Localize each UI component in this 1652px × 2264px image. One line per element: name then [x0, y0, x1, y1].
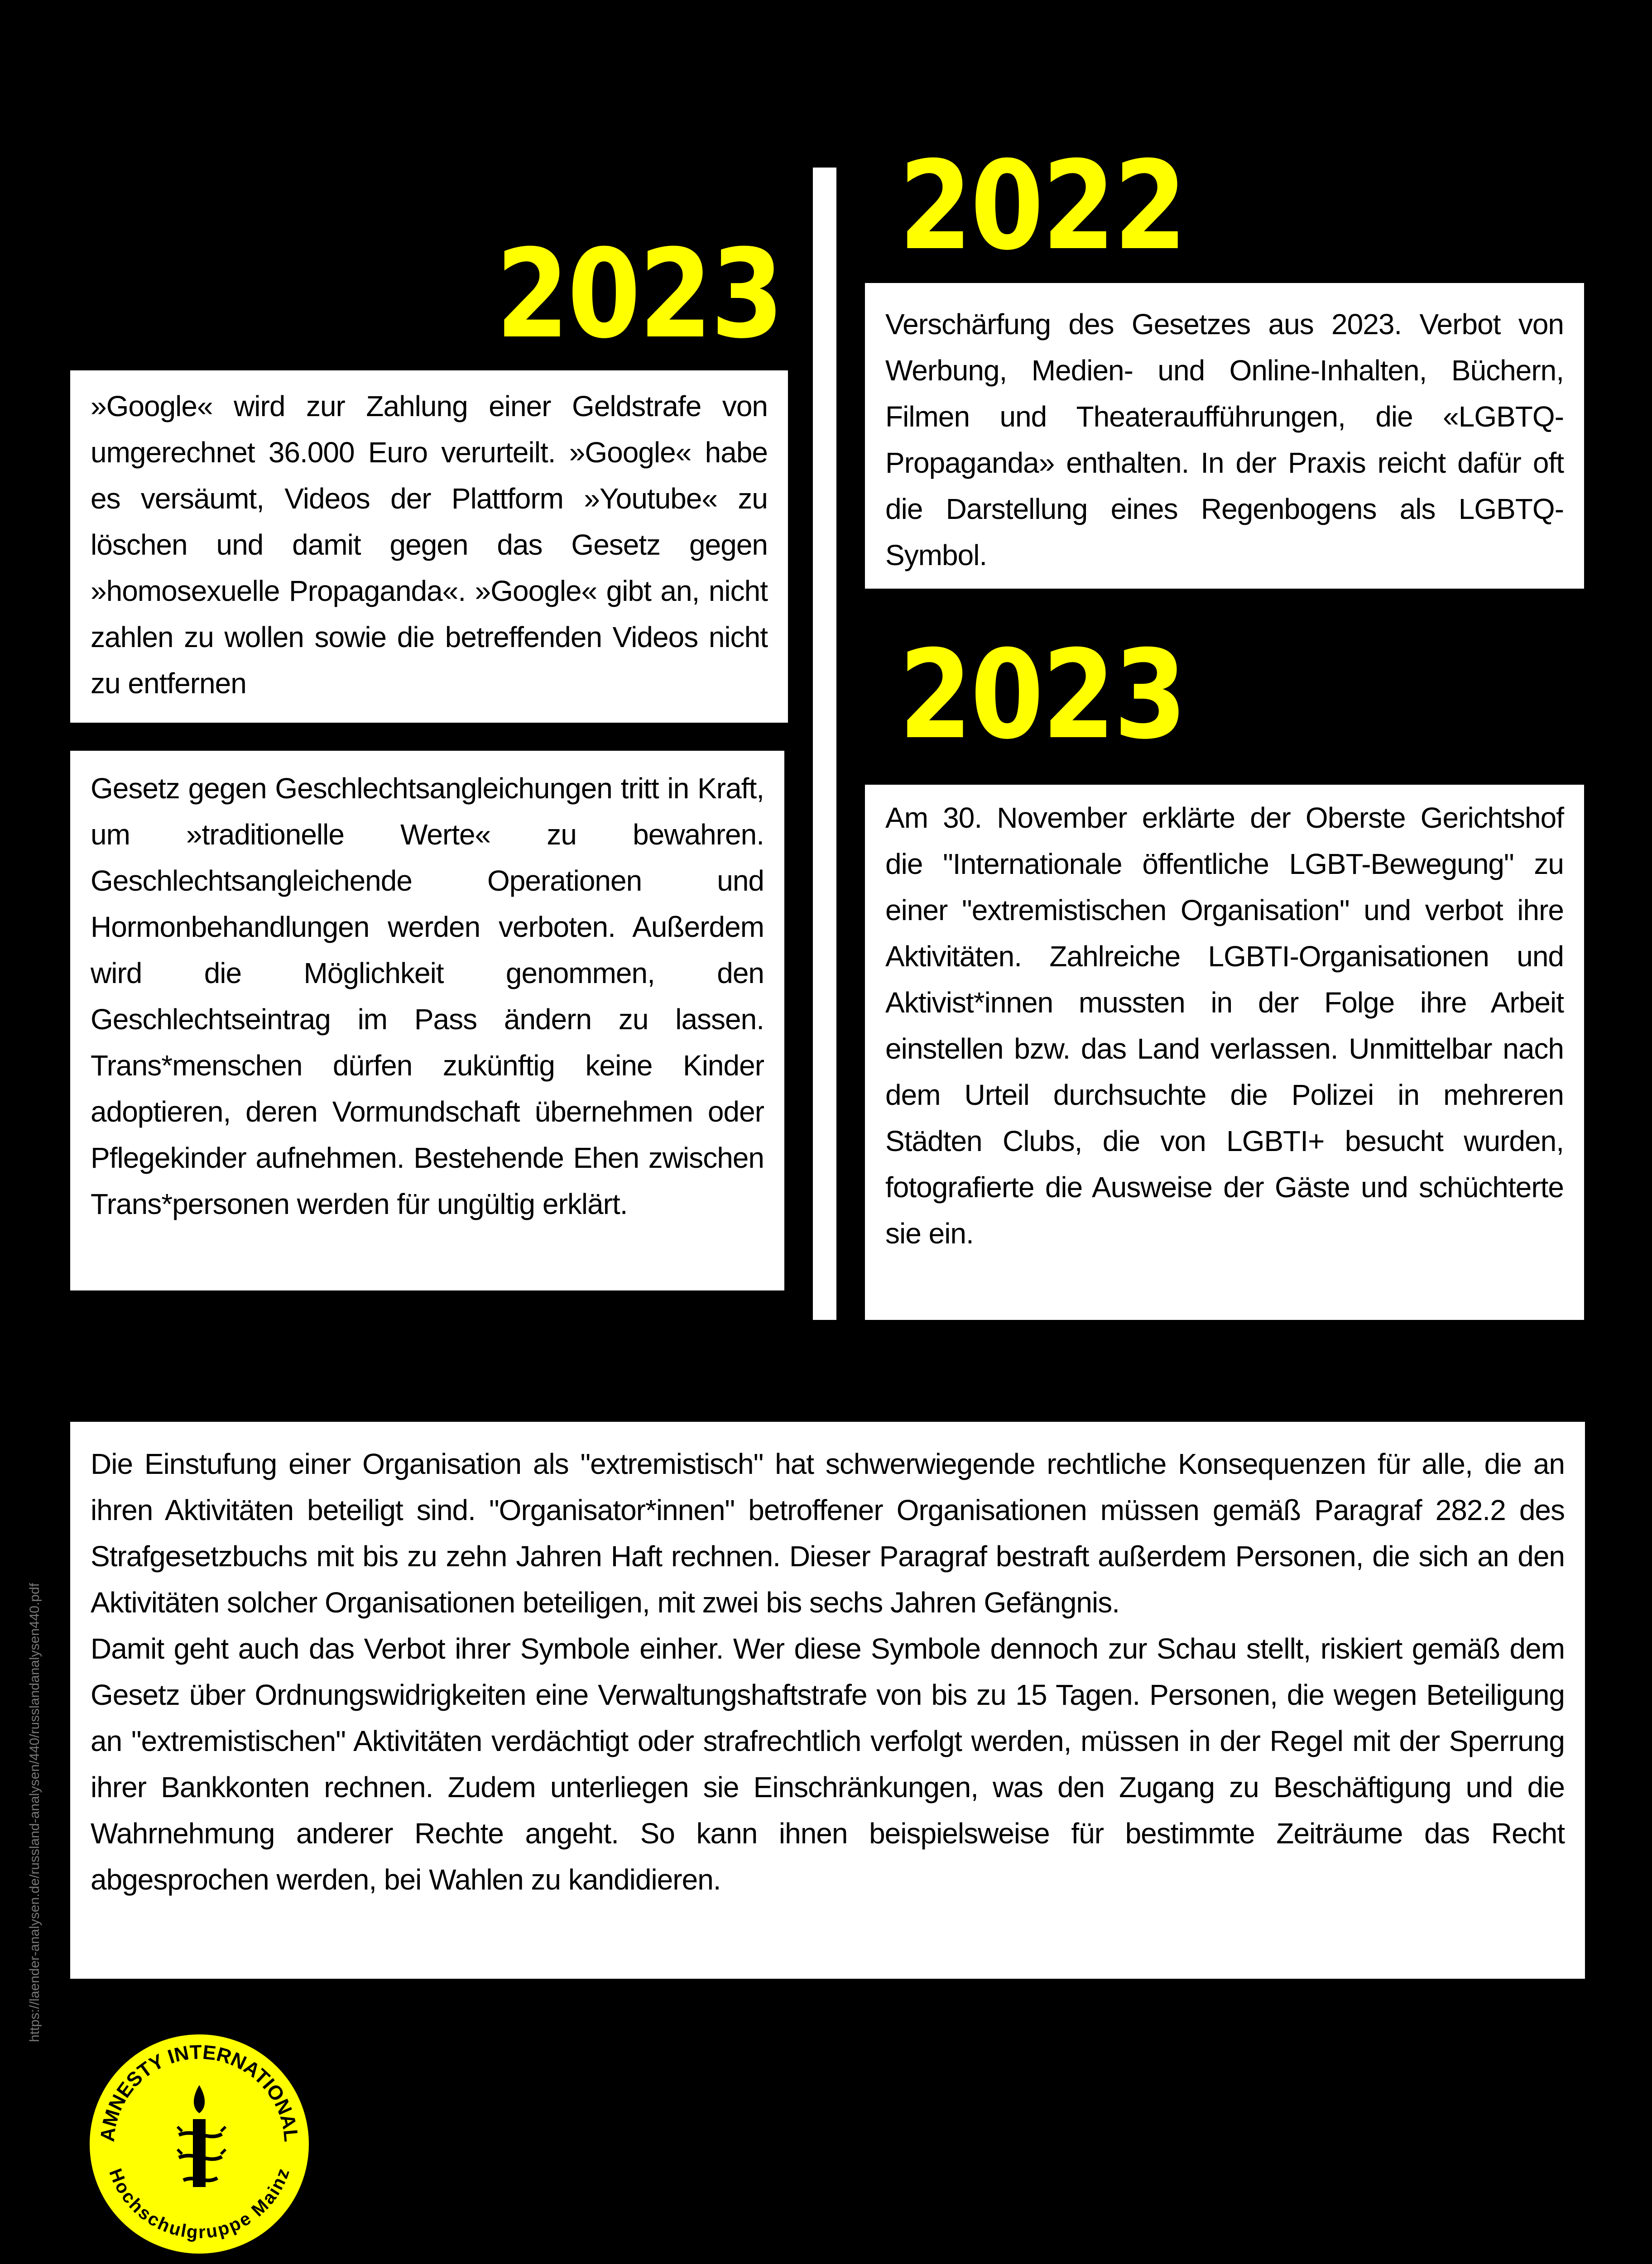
year-heading-left-2023: 2023: [496, 223, 783, 365]
timeline-divider: [813, 168, 836, 1320]
logo-bottom-text: Hochschulgruppe Mainz: [105, 2166, 293, 2243]
law-2022-text: Verschärfung des Gesetzes aus 2023. Verbot von Werbung, Medien- und Online-Inhalten, Büchern, Filmen und Theateraufführungen, die «LGBTQ-Propaganda» enthalten. In der Praxis reicht dafür oft die Darstellung eines Regenbogens als LGBTQ-Symbol.: [885, 308, 1564, 571]
source-url: https://laender-analysen.de/russland-analysen/440/russlandanalysen440.pdf: [27, 1583, 42, 2042]
google-fine-text: »Google« wird zur Zahlung einer Geldstrafe von umgerechnet 36.000 Euro verurteilt. »Google« habe es versäumt, Videos der Plattform »Youtube« zu löschen und damit gegen das Gesetz gegen »homosexuelle Propaganda«. »Google« gibt an, nicht zahlen zu wollen sowie die betreffenden Videos nicht zu entfernen: [91, 390, 768, 700]
consequences-paragraph-2: Damit geht auch das Verbot ihrer Symbole einher. Wer diese Symbole dennoch zur Schau stellt, riskiert gemäß dem Gesetz über Ordnungswidrigkeiten eine Verwaltungshaftstrafe von bis zu 15 Tagen. Personen, die wegen Beteiligung an "extremistischen" Aktivitäten verdächtigt oder strafrechtlich verfolgt werden, müssen in der Regel mit der Sperrung ihrer Bankkonten rechnen. Zudem unterliegen sie Einschränkungen, was den Zugang zu Beschäftigung und die Wahrnehmung anderer Rechte angeht. So kann ihnen beispielsweise für bestimmte Zeiträume das Recht abgesprochen werden, bei Wahlen zu kandidieren.: [91, 1632, 1565, 1896]
amnesty-logo: [86, 2031, 312, 2257]
text-box-court-2023: [865, 785, 1584, 1320]
gender-law-text: Gesetz gegen Geschlechtsangleichungen tritt in Kraft, um »traditionelle Werte« zu bewahren. Geschlechtsangleichende Operationen und Hormonbehandlungen werden verboten. Außerdem wird die Möglichkeit genommen, den Geschlechtseintrag im Pass ändern zu lassen. Trans*menschen dürfen zukünftig keine Kinder adoptieren, deren Vormundschaft übernehmen oder Pflegekinder aufnehmen. Bestehende Ehen zwischen Trans*personen werden für ungültig erklärt.: [91, 772, 764, 1220]
court-2023-text: Am 30. November erklärte der Oberste Gerichtshof die "Internationale öffentliche LGBT-Bewegung" zu einer "extremistischen Organisation" und verbot ihre Aktivitäten. Zahlreiche LGBTI-Organisationen und Aktivist*innen mussten in der Folge ihre Arbeit einstellen bzw. das Land verlassen. Unmittelbar nach dem Urteil durchsuchte die Polizei in mehreren Städten Clubs, die von LGBTI+ besucht wurden, fotografierte die Ausweise der Gäste und schüchterte sie ein.: [885, 801, 1564, 1250]
logo-top-text: AMNESTY INTERNATIONAL: [96, 2041, 303, 2143]
consequences-paragraph-1: Die Einstufung einer Organisation als "extremistisch" hat schwerwiegende rechtliche Konsequenzen für alle, die an ihren Aktivitäten beteiligt sind. "Organisator*innen" betroffener Organisationen müssen gemäß Paragraf 282.2 des Strafgesetzbuchs mit bis zu zehn Jahren Haft rechnen. Dieser Paragraf bestraft außerdem Personen, die sich an den Aktivitäten solcher Organisationen beteiligen, mit zwei bis sechs Jahren Gefängnis.: [91, 1448, 1565, 1619]
year-heading-right-2023: 2023: [899, 624, 1186, 766]
text-box-extremism-consequences: [70, 1422, 1585, 1979]
text-box-google-fine: [70, 370, 788, 723]
text-box-law-2022: [865, 283, 1584, 589]
text-box-gender-law: [70, 751, 784, 1290]
year-heading-right-2022: 2022: [899, 134, 1186, 277]
